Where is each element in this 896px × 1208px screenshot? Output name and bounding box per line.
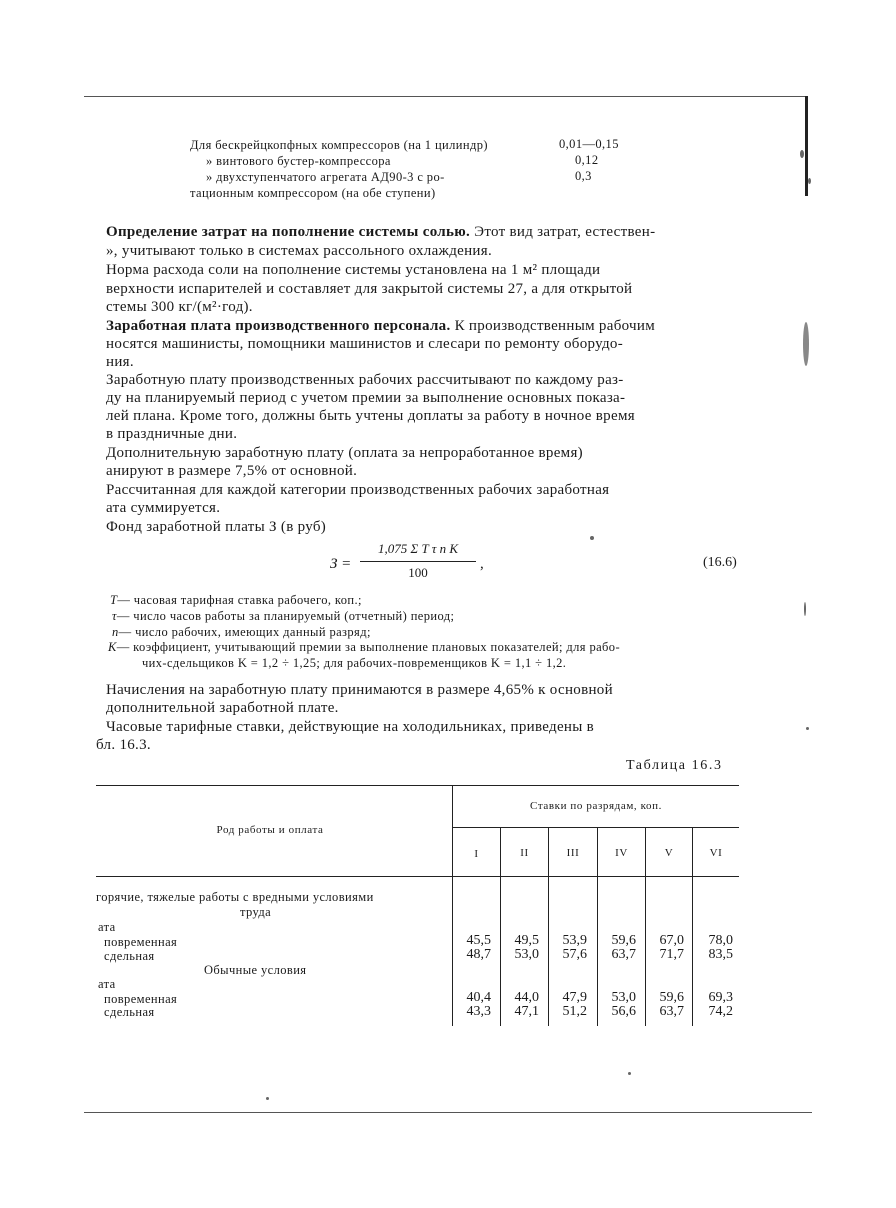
section-sub: ата xyxy=(98,920,116,934)
cell: 74,2 xyxy=(708,1004,733,1019)
column-header: III xyxy=(566,847,580,859)
paragraph-line: Норма расхода соли на пополнение системы установлена на 1 м² площади xyxy=(106,262,601,278)
paragraph-line: стемы 300 кг/(м²·год). xyxy=(106,299,253,315)
table-caption: Таблица 16.3 xyxy=(626,758,723,773)
row-label: сдельная xyxy=(104,949,155,963)
paragraph-line: ата суммируется. xyxy=(106,500,221,516)
stub-header: Род работы и оплата xyxy=(216,824,324,836)
cell: 83,5 xyxy=(708,947,733,962)
cell: 43,3 xyxy=(466,1004,491,1019)
scan-speck xyxy=(806,727,809,730)
paragraph-line: Часовые тарифные ставки, действующие на холодильниках, приведены в xyxy=(106,719,595,735)
cell: 78,0 xyxy=(708,933,733,948)
cell: 53,0 xyxy=(514,947,539,962)
legend-item: n— число рабочих, имеющих данный разряд; xyxy=(112,625,371,639)
cell: 49,5 xyxy=(514,933,539,948)
column-header: VI xyxy=(709,847,723,859)
paragraph-line: », учитывают только в системах рассольного охлаждения. xyxy=(106,243,492,259)
cell: 59,6 xyxy=(659,990,684,1005)
column-header: V xyxy=(664,847,674,859)
paragraph-line: Дополнительную заработную плату (оплата за непроработанное время) xyxy=(106,445,583,461)
cell: 67,0 xyxy=(659,933,684,948)
paragraph-line: лей плана. Кроме того, должны быть учтены доплаты за работу в ночное время xyxy=(106,408,635,424)
paragraph-line: Фонд заработной платы З (в руб) xyxy=(106,519,327,535)
run-in-heading: Определение затрат на пополнение системы солью. xyxy=(106,224,471,240)
scan-speck xyxy=(590,536,594,540)
formula-comma: , xyxy=(480,556,484,572)
table-top-rule xyxy=(96,785,739,786)
paragraph-line: ду на планируемый период с учетом премии за выполнение основных показа- xyxy=(106,390,626,406)
cell: 71,7 xyxy=(659,947,684,962)
cell: 53,9 xyxy=(562,933,587,948)
cell: 57,6 xyxy=(562,947,587,962)
equation-number: (16.6) xyxy=(703,555,737,570)
row-label: повременная xyxy=(104,935,178,949)
cell: 44,0 xyxy=(514,990,539,1005)
scan-speck xyxy=(266,1097,269,1100)
paragraph-line: ния. xyxy=(106,354,134,370)
cell: 45,5 xyxy=(466,933,491,948)
paragraph-line: Определение затрат на пополнение системы солью. Этот вид затрат, естествен- xyxy=(106,224,656,240)
cell: 40,4 xyxy=(466,990,491,1005)
paragraph-line: дополнительной заработной плате. xyxy=(106,700,339,716)
cell: 69,3 xyxy=(708,990,733,1005)
cell: 63,7 xyxy=(659,1004,684,1019)
legend-item: T— часовая тарифная ставка рабочего, коп.; xyxy=(110,593,362,607)
legend-item: чих-сдельщиков K = 1,2 ÷ 1,25; для рабочих-повременщиков K = 1,1 ÷ 1,2. xyxy=(142,656,567,670)
legend-item: K— коэффициент, учитывающий премии за выполнение плановых показателей; для рабо- xyxy=(108,640,621,654)
cell: 56,6 xyxy=(611,1004,636,1019)
cell: 59,6 xyxy=(611,933,636,948)
section-sub: ата xyxy=(98,977,116,991)
paragraph-line: Заработную плату производственных рабочих рассчитывают по каждому раз- xyxy=(106,372,624,388)
spec-value: 0,01—0,15 xyxy=(559,137,619,151)
spec-row: Для бескрейцкопфных компрессоров (на 1 цилиндр) xyxy=(190,138,488,152)
scan-speck xyxy=(628,1072,631,1075)
row-label: повременная xyxy=(104,992,178,1006)
cell: 53,0 xyxy=(611,990,636,1005)
formula-numerator: 1,075 Σ T τ n K xyxy=(377,541,459,556)
formula-lhs: З = xyxy=(330,556,352,572)
scan-speck xyxy=(800,150,804,158)
paragraph-line: верхности испарителей и составляет для закрытой системы 27, а для открытой xyxy=(106,281,633,297)
paragraph-line: бл. 16.3. xyxy=(96,737,151,753)
section-title: горячие, тяжелые работы с вредными условиями xyxy=(96,890,374,904)
cell: 47,1 xyxy=(514,1004,539,1019)
paragraph-line: анируют в размере 7,5% от основной. xyxy=(106,463,358,479)
paragraph-line: Заработная плата производственного персонала. К производственным рабочим xyxy=(106,318,656,334)
scan-speck xyxy=(808,178,811,184)
fraction-bar xyxy=(360,561,476,562)
spec-row: » двухступенчатого агрегата АД90-3 с ро- xyxy=(206,170,445,184)
row-label: сдельная xyxy=(104,1005,155,1019)
cell: 48,7 xyxy=(466,947,491,962)
spec-row: тационным компрессором (на обе ступени) xyxy=(190,186,436,200)
section-title: Обычные условия xyxy=(204,963,307,977)
top-rule xyxy=(84,96,808,97)
table-group-rule xyxy=(453,827,739,828)
column-header: I xyxy=(474,848,479,860)
formula-denominator: 100 xyxy=(408,565,428,580)
scan-speck xyxy=(804,602,806,616)
bottom-rule xyxy=(84,1112,812,1113)
spec-row: » винтового бустер-компрессора xyxy=(206,154,391,168)
cell: 47,9 xyxy=(562,990,587,1005)
paragraph-line: Начисления на заработную плату принимаются в размере 4,65% к основной xyxy=(106,682,613,698)
run-in-heading: Заработная плата производственного персонала. xyxy=(106,318,451,334)
column-header: IV xyxy=(615,847,628,859)
spec-value: 0,3 xyxy=(575,169,592,183)
section-title: труда xyxy=(240,905,272,919)
stub-divider xyxy=(452,786,453,1026)
spec-value: 0,12 xyxy=(575,153,599,167)
paragraph-line: в праздничные дни. xyxy=(106,426,238,442)
paragraph-line: Рассчитанная для каждой категории производственных рабочих заработная xyxy=(106,482,610,498)
legend-item: τ— число часов работы за планируемый (отчетный) период; xyxy=(112,609,455,623)
cell: 63,7 xyxy=(611,947,636,962)
group-header: Ставки по разрядам, коп. xyxy=(530,800,662,812)
scan-speck xyxy=(803,322,809,366)
cell: 51,2 xyxy=(562,1004,587,1019)
table-header-rule xyxy=(96,876,739,877)
paragraph-line: носятся машинисты, помощники машинистов и слесари по ремонту оборудо- xyxy=(106,336,624,352)
column-header: II xyxy=(520,847,529,859)
